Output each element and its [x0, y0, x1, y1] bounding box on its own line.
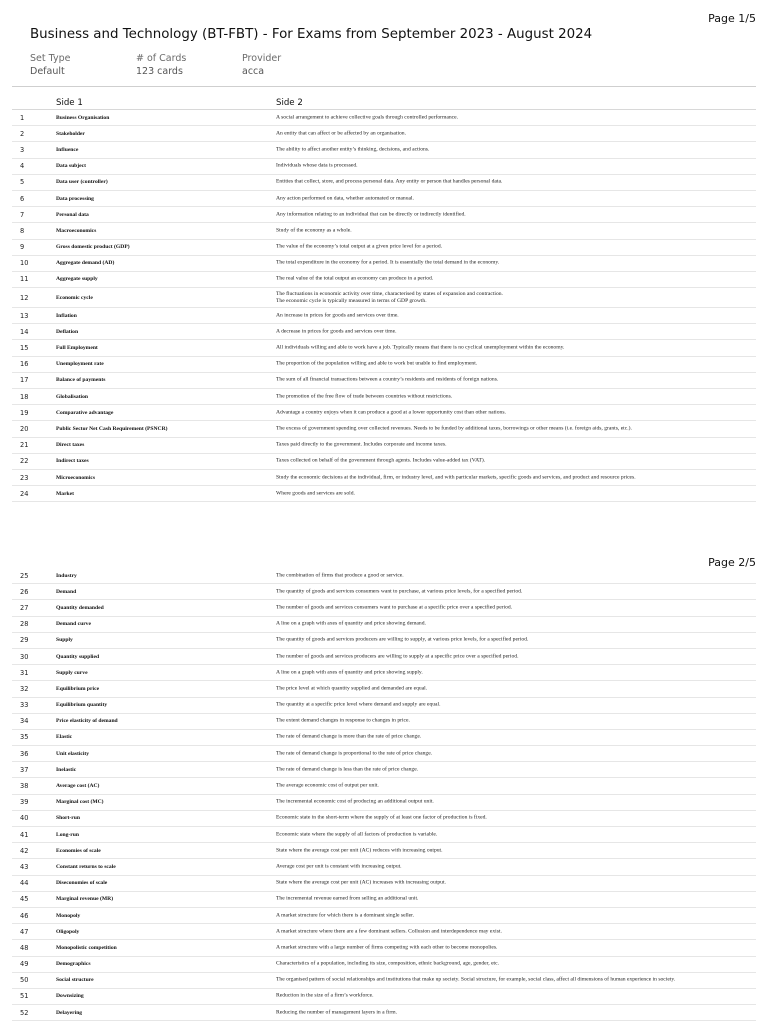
card-definition: Where goods and services are sold. — [276, 490, 355, 497]
row-number: 25 — [20, 571, 29, 580]
card-term: Full Employment — [56, 345, 98, 352]
row-number: 6 — [20, 194, 25, 203]
card-term: Aggregate demand (AD) — [56, 260, 115, 267]
card-term: Oligopoly — [56, 928, 80, 935]
card-definition: An entity that can affect or be affected by an organisation. — [276, 130, 407, 137]
row-number: 21 — [20, 441, 29, 450]
card-term: Equilibrium quantity — [56, 702, 108, 709]
card-definition: Advantage a country enjoys when it can produce a good at a lower opportunity cost than other nations. — [276, 409, 506, 416]
table-row — [12, 256, 756, 272]
row-number: 49 — [20, 960, 29, 969]
row-number: 35 — [20, 733, 29, 742]
card-definition: Individuals whose data is processed. — [276, 162, 358, 169]
table-row — [12, 272, 756, 288]
card-term: Monopoly — [56, 912, 81, 919]
card-term: Downsizing — [56, 993, 84, 1000]
card-definition: Taxes paid directly to the government. Includes corporate and income taxes. — [276, 441, 447, 448]
card-term: Price elasticity of demand — [56, 718, 118, 725]
card-term: Aggregate supply — [56, 276, 98, 283]
column-header-side-1: Side 1 — [56, 98, 83, 108]
row-number: 9 — [20, 243, 25, 252]
row-number: 17 — [20, 376, 29, 385]
card-definition: A market structure for which there is a dominant single seller. — [276, 912, 415, 919]
card-definition: The fluctuations in economic activity over time, characterised by states of expansion and contraction. The economic cycle is typically measured in terms of GDP growth. — [276, 290, 503, 304]
card-definition: The real value of the total output an economy can produce in a period. — [276, 275, 434, 282]
card-term: Microeconomics — [56, 474, 96, 481]
row-number: 44 — [20, 879, 29, 888]
card-term: Monopolistic competition — [56, 944, 117, 951]
row-number: 31 — [20, 668, 29, 677]
table-row — [12, 110, 756, 126]
row-number: 1 — [20, 113, 25, 122]
table-row — [12, 746, 756, 762]
table-row — [12, 159, 756, 175]
card-definition: The incremental economic cost of producing an additional output unit. — [276, 798, 434, 805]
table-row — [12, 649, 756, 665]
card-term: Business Organisation — [56, 114, 110, 121]
table-row — [12, 973, 756, 989]
card-term: Inelastic — [56, 766, 77, 773]
table-row — [12, 989, 756, 1005]
row-number: 24 — [20, 489, 29, 498]
card-definition: Reducing the number of management layers in a firm. — [276, 1009, 398, 1016]
table-row — [12, 223, 756, 239]
row-number: 7 — [20, 210, 25, 219]
card-definition: A social arrangement to achieve collective goals through controlled performance. — [276, 114, 459, 121]
table-row — [12, 324, 756, 340]
row-number: 3 — [20, 145, 25, 154]
card-term: Demographics — [56, 961, 91, 968]
card-term: Unit elasticity — [56, 750, 90, 757]
table-row — [12, 405, 756, 421]
row-number: 32 — [20, 684, 29, 693]
card-definition: The combination of firms that produce a good or service. — [276, 572, 404, 579]
row-number: 34 — [20, 717, 29, 726]
card-definition: Reduction in the size of a firm’s workforce. — [276, 992, 374, 999]
card-definition: The promotion of the free flow of trade between countries without restrictions. — [276, 393, 453, 400]
card-definition: Economic state in the short-term where the supply of at least one factor of production is fixed. — [276, 814, 487, 821]
row-number: 18 — [20, 392, 29, 401]
page-number: Page 2/5 — [708, 556, 756, 569]
row-number: 37 — [20, 765, 29, 774]
card-definition: The average economic cost of output per unit. — [276, 782, 379, 789]
card-term: Data processing — [56, 195, 94, 202]
card-definition: Any information relating to an individual that can be directly or indirectly identified. — [276, 211, 466, 218]
card-definition: The number of goods and services producers are willing to supply at a specific price over a specified period. — [276, 653, 519, 660]
row-number: 33 — [20, 701, 29, 710]
card-term: Marginal cost (MC) — [56, 799, 104, 806]
card-definition: The total expenditure in the economy for a period. It is essentially the total demand in the economy. — [276, 259, 500, 266]
card-definition: The incremental revenue earned from selling an additional unit. — [276, 895, 419, 902]
card-term: Gross domestic product (GDP) — [56, 244, 130, 251]
card-definition: A market structure with a large number of firms competing with each other to become monopolies. — [276, 944, 498, 951]
row-number: 27 — [20, 603, 29, 612]
table-row — [12, 730, 756, 746]
table-row — [12, 795, 756, 811]
card-term: Demand — [56, 588, 77, 595]
row-number: 19 — [20, 408, 29, 417]
table-row — [12, 908, 756, 924]
row-number: 41 — [20, 830, 29, 839]
card-term: Deflation — [56, 328, 79, 335]
row-number: 39 — [20, 798, 29, 807]
card-term: Supply curve — [56, 669, 88, 676]
row-number: 42 — [20, 846, 29, 855]
card-term: Quantity supplied — [56, 653, 100, 660]
row-number: 8 — [20, 226, 25, 235]
card-definition: The quantity of goods and services producers are willing to supply, at various price levels, for a specified period. — [276, 636, 529, 643]
card-term: Data user (controller) — [56, 179, 108, 186]
table-row — [12, 288, 756, 308]
card-definition: The proportion of the population willing and able to work but unable to find employment. — [276, 360, 478, 367]
table-row — [12, 714, 756, 730]
table-row — [12, 859, 756, 875]
meta-value: acca — [242, 66, 265, 77]
table-row — [12, 207, 756, 223]
card-definition: State where the average cost per unit (AC) reduces with increasing output. — [276, 847, 443, 854]
row-number: 14 — [20, 327, 29, 336]
table-row — [12, 633, 756, 649]
table-row — [12, 240, 756, 256]
row-number: 51 — [20, 992, 29, 1001]
card-definition: The price level at which quantity supplied and demanded are equal. — [276, 685, 428, 692]
row-number: 22 — [20, 457, 29, 466]
table-row — [12, 843, 756, 859]
meta-label: Provider — [242, 53, 282, 64]
card-term: Indirect taxes — [56, 458, 89, 465]
card-definition: All individuals willing and able to work have a job. Typically means that there is no cyclical unemployment within the economy. — [276, 344, 565, 351]
cards-table-page-1 — [12, 110, 756, 502]
card-definition: Study of the economy as a whole. — [276, 227, 352, 234]
meta-value: 123 cards — [136, 66, 183, 77]
card-definition: Taxes collected on behalf of the government through agents. Includes value-added tax (VAT). — [276, 457, 486, 464]
header-divider — [12, 86, 756, 87]
table-row — [12, 584, 756, 600]
meta-value: Default — [30, 66, 65, 77]
card-term: Average cost (AC) — [56, 783, 100, 790]
card-definition: A market structure where there are a few dominant sellers. Collusion and interdependence may exist. — [276, 928, 502, 935]
card-definition: The quantity of goods and services consumers want to purchase, at various price levels, for a specified period. — [276, 588, 523, 595]
card-definition: Economic state where the supply of all factors of production is variable. — [276, 831, 438, 838]
row-number: 16 — [20, 360, 29, 369]
table-row — [12, 698, 756, 714]
card-definition: The rate of demand change is less than the rate of price change. — [276, 766, 419, 773]
table-row — [12, 876, 756, 892]
card-definition: The extent demand changes in response to changes in price. — [276, 717, 410, 724]
card-definition: Characteristics of a population, including its size, composition, ethnic background, age, gender, etc. — [276, 960, 499, 967]
row-number: 2 — [20, 129, 25, 138]
card-term: Industry — [56, 572, 77, 579]
card-definition: Study the economic decisions at the individual, firm, or industry level, and with particular markets, specific goods and services, and product and resource prices. — [276, 474, 636, 481]
card-definition: The excess of government spending over collected revenues. Needs to be funded by additional taxes, borrowings or other means (i.e. foreign aids, grants, etc.). — [276, 425, 632, 432]
card-term: Direct taxes — [56, 442, 85, 449]
row-number: 46 — [20, 911, 29, 920]
table-row — [12, 373, 756, 389]
table-row — [12, 357, 756, 373]
card-definition: The ability to affect another entity’s thinking, decisions, and actions. — [276, 146, 430, 153]
card-definition: The rate of demand change is proportional to the rate of price change. — [276, 750, 433, 757]
row-number: 20 — [20, 424, 29, 433]
row-number: 48 — [20, 943, 29, 952]
table-row — [12, 126, 756, 142]
column-header-side-2: Side 2 — [276, 98, 303, 108]
table-row — [12, 486, 756, 502]
row-number: 15 — [20, 344, 29, 353]
card-definition: An increase in prices for goods and services over time. — [276, 312, 399, 319]
card-definition: The number of goods and services consumers want to purchase at a specific price over a specified period. — [276, 604, 513, 611]
card-term: Constant returns to scale — [56, 863, 116, 870]
card-term: Economies of scale — [56, 847, 101, 854]
row-number: 43 — [20, 862, 29, 871]
table-row — [12, 421, 756, 437]
row-number: 26 — [20, 587, 29, 596]
table-row — [12, 568, 756, 584]
row-number: 28 — [20, 620, 29, 629]
table-row — [12, 762, 756, 778]
table-row — [12, 940, 756, 956]
meta-provider — [242, 52, 281, 78]
card-term: Long-run — [56, 831, 80, 838]
table-row — [12, 827, 756, 843]
table-row — [12, 665, 756, 681]
table-row — [12, 191, 756, 207]
table-row — [12, 892, 756, 908]
card-definition: The value of the economy’s total output at a given price level for a period. — [276, 243, 443, 250]
card-term: Comparative advantage — [56, 409, 114, 416]
row-number: 38 — [20, 782, 29, 791]
card-term: Elastic — [56, 734, 73, 741]
row-number: 45 — [20, 895, 29, 904]
card-definition: The rate of demand change is more than the rate of price change. — [276, 733, 422, 740]
table-row — [12, 811, 756, 827]
card-term: Public Sector Net Cash Requirement (PSNCR) — [56, 425, 168, 432]
card-definition: Any action performed on data, whether automated or manual. — [276, 195, 414, 202]
meta-label: # of Cards — [136, 53, 187, 64]
row-number: 12 — [20, 293, 29, 302]
table-row — [12, 924, 756, 940]
row-number: 4 — [20, 162, 25, 171]
row-number: 23 — [20, 473, 29, 482]
card-definition: The quantity at a specific price level where demand and supply are equal. — [276, 701, 441, 708]
table-row — [12, 957, 756, 973]
card-term: Diseconomies of scale — [56, 880, 108, 887]
card-term: Economic cycle — [56, 294, 93, 301]
card-term: Influence — [56, 146, 79, 153]
card-term: Unemployment rate — [56, 361, 104, 368]
card-term: Market — [56, 490, 75, 497]
table-row — [12, 470, 756, 486]
table-row — [12, 778, 756, 794]
card-term: Globalisation — [56, 393, 89, 400]
meta-card-count — [136, 52, 186, 78]
table-row — [12, 454, 756, 470]
card-definition: Entities that collect, store, and process personal data. Any entity or person that handles personal data. — [276, 178, 503, 185]
card-definition: The sum of all financial transactions between a country’s residents and residents of foreign nations. — [276, 376, 499, 383]
row-number: 40 — [20, 814, 29, 823]
card-term: Supply — [56, 637, 73, 644]
meta-set-type — [30, 52, 70, 78]
row-number: 50 — [20, 976, 29, 985]
card-definition: Average cost per unit is constant with increasing output. — [276, 863, 402, 870]
card-definition: A line on a graph with axes of quantity and price showing demand. — [276, 620, 426, 627]
row-number: 5 — [20, 178, 25, 187]
table-row — [12, 308, 756, 324]
card-term: Delayering — [56, 1009, 83, 1016]
card-term: Personal data — [56, 211, 89, 218]
row-number: 36 — [20, 749, 29, 758]
table-row — [12, 175, 756, 191]
card-term: Stakeholder — [56, 130, 85, 137]
table-row — [12, 1005, 756, 1021]
card-term: Short-run — [56, 815, 80, 822]
card-term: Inflation — [56, 312, 77, 319]
meta-label: Set Type — [30, 53, 71, 64]
document-title: Business and Technology (BT-FBT) - For Exams from September 2023 - August 2024 — [30, 27, 593, 42]
card-definition: A line on a graph with axes of quantity and price showing supply. — [276, 669, 423, 676]
row-number: 13 — [20, 311, 29, 320]
card-term: Quantity demanded — [56, 604, 104, 611]
card-term: Macroeconomics — [56, 227, 97, 234]
card-term: Balance of payments — [56, 377, 106, 384]
card-definition: The organised pattern of social relationships and institutions that make up society. Social structure, for example, social class, affect all dimensions of human experience in society. — [276, 976, 676, 983]
table-row — [12, 600, 756, 616]
card-term: Social structure — [56, 977, 94, 984]
row-number: 30 — [20, 652, 29, 661]
page-number: Page 1/5 — [708, 12, 756, 25]
cards-table-page-2 — [12, 568, 756, 1021]
table-row — [12, 681, 756, 697]
card-term: Marginal revenue (MR) — [56, 896, 114, 903]
row-number: 29 — [20, 636, 29, 645]
card-term: Data subject — [56, 163, 86, 170]
table-row — [12, 389, 756, 405]
card-definition: State where the average cost per unit (AC) increases with increasing output. — [276, 879, 446, 886]
card-term: Demand curve — [56, 621, 91, 628]
row-number: 10 — [20, 259, 29, 268]
table-row — [12, 340, 756, 356]
row-number: 11 — [20, 275, 29, 284]
table-row — [12, 438, 756, 454]
row-number: 47 — [20, 927, 29, 936]
table-row — [12, 617, 756, 633]
card-term: Equilibrium price — [56, 685, 100, 692]
table-row — [12, 142, 756, 158]
card-definition: A decrease in prices for goods and services over time. — [276, 328, 397, 335]
row-number: 52 — [20, 1008, 29, 1017]
